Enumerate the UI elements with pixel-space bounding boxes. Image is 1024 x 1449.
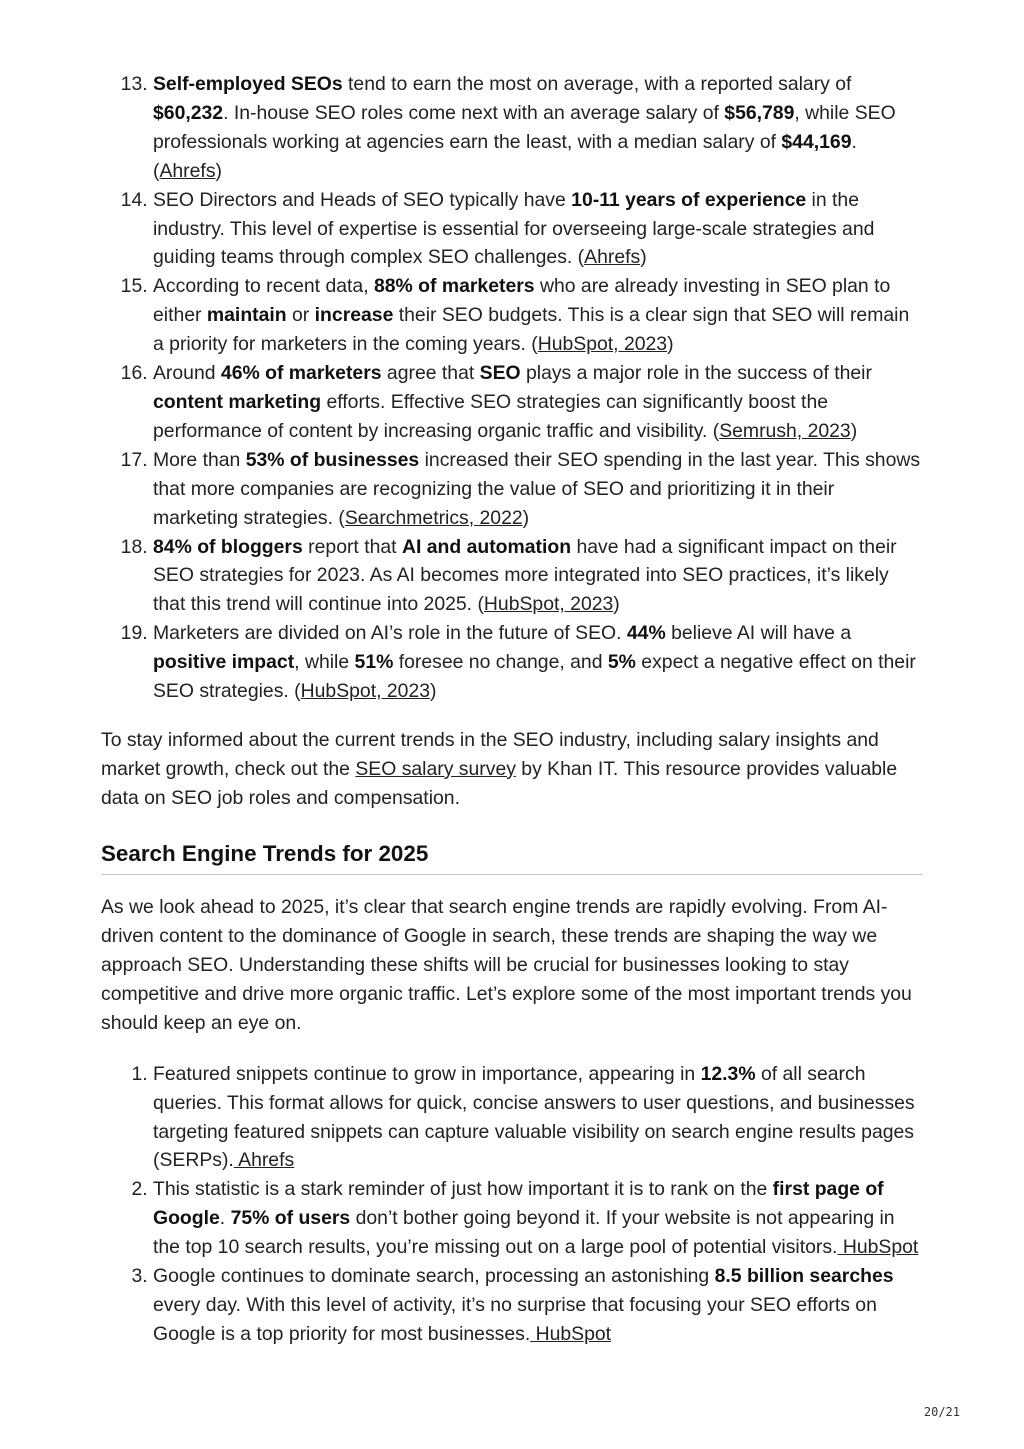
body-text: .	[219, 1207, 231, 1230]
citation-link[interactable]: Ahrefs	[584, 246, 641, 269]
citation-link[interactable]: SEO salary survey	[355, 757, 516, 780]
body-text: SEO Directors and Heads of SEO typically have	[153, 188, 572, 211]
body-text: tend to earn the most on average, with a reported salary of	[342, 73, 852, 95]
list-item	[153, 359, 923, 446]
citation-link[interactable]: Ahrefs	[159, 159, 216, 182]
bold-text: $60,232	[153, 101, 224, 124]
body-text: believe AI will have a	[665, 622, 852, 645]
bold-text: 75% of users	[230, 1207, 351, 1230]
citation-link[interactable]: Semrush, 2023	[719, 419, 851, 442]
body-text: , while SEO professionals working at agencies earn the least, with a median salary of	[153, 101, 896, 153]
body-text: in the industry. This level of expertise is essential for overseeing large-scale strategies and guiding teams through complex SEO challenges. (	[153, 188, 875, 269]
body-text: According to recent data,	[153, 275, 374, 298]
list-item	[153, 533, 923, 620]
citation-link[interactable]: HubSpot	[530, 1322, 612, 1345]
document-content	[101, 70, 923, 1349]
body-text: Featured snippets continue to grow in importance, appearing in	[153, 1062, 701, 1085]
search-trends-list	[101, 1060, 923, 1349]
list-item	[153, 186, 923, 273]
list-item	[153, 446, 923, 533]
seo-stats-list	[101, 70, 923, 706]
bold-text: maintain	[206, 304, 287, 327]
body-text: , while	[294, 651, 355, 674]
body-text: )	[613, 593, 620, 616]
bold-text: first page of Google	[153, 1178, 884, 1230]
citation-link[interactable]: HubSpot, 2023	[537, 333, 668, 356]
bold-text: 46% of marketers	[220, 362, 382, 385]
body-text: )	[430, 680, 437, 703]
body-text: . (	[153, 130, 857, 182]
body-text: expect a negative effect on their SEO strategies. (	[153, 651, 916, 703]
list-item	[153, 619, 923, 706]
citation-link[interactable]: Ahrefs	[233, 1149, 295, 1172]
bold-text: AI and automation	[401, 535, 572, 558]
bold-text: positive impact	[153, 651, 295, 674]
bold-text: 84% of bloggers	[153, 535, 303, 558]
body-text: )	[667, 333, 674, 356]
body-text: )	[850, 419, 858, 442]
section-intro-paragraph: As we look ahead to 2025, it’s clear that search engine trends are rapidly evolving. From AI-driven content to the dominance of Google in search, these trends are shaping the way we approach SEO. Understanding these shifts will be crucial for businesses looking to stay competitive and drive more organic traffic. Let’s explore some of the most important trends you should keep an eye on.	[101, 896, 912, 1034]
body-text: of all search queries. This format allows for quick, concise answers to user questions, and businesses targeting featured snippets can capture valuable visibility on search engine results pages (SERPs).	[153, 1062, 915, 1172]
bold-text: content marketing	[153, 390, 322, 413]
bold-text: 51%	[354, 651, 394, 674]
body-text: )	[215, 159, 222, 182]
body-text: who are already investing in SEO plan to either	[153, 275, 891, 327]
body-text: efforts. Effective SEO strategies can significantly boost the performance of content by increasing organic traffic and visibility. (	[153, 390, 829, 442]
body-text: Google continues to dominate search, processing an astonishing	[153, 1265, 715, 1288]
body-text: their SEO budgets. This is a clear sign that SEO will remain a priority for marketers in the coming years. (	[153, 304, 910, 356]
citation-link[interactable]: HubSpot, 2023	[483, 593, 614, 616]
bold-text: Self-employed SEOs	[153, 73, 343, 95]
bold-text: 12.3%	[700, 1062, 756, 1085]
bold-text: 53% of businesses	[245, 448, 420, 471]
citation-link[interactable]: Searchmetrics, 2022	[344, 506, 523, 529]
list-item	[153, 70, 923, 186]
body-text: Marketers are divided on AI’s role in the future of SEO.	[153, 622, 627, 645]
citation-link[interactable]: HubSpot, 2023	[300, 680, 431, 703]
body-text: plays a major role in the success of their	[520, 362, 872, 385]
body-text: . In-house SEO roles come next with an average salary of	[223, 101, 725, 124]
bold-text: 44%	[626, 622, 666, 645]
body-text: report that	[302, 535, 402, 558]
body-text: don’t bother going beyond it. If your website is not appearing in the top 10 search results, you’re missing out on a large pool of potential visitors.	[153, 1207, 895, 1259]
bold-text: SEO	[479, 362, 521, 385]
bold-text: $56,789	[724, 101, 795, 124]
body-text: This statistic is a stark reminder of just how important it is to rank on the	[153, 1178, 773, 1201]
citation-link[interactable]: HubSpot	[837, 1236, 919, 1259]
bold-text: $44,169	[781, 130, 852, 153]
salary-survey-paragraph	[101, 726, 923, 813]
body-text: or	[286, 304, 315, 327]
body-text: Around	[153, 362, 221, 385]
bold-text: 10-11 years of experience	[571, 188, 807, 211]
list-item	[153, 272, 923, 359]
bold-text: 88% of marketers	[373, 275, 535, 298]
body-text: )	[522, 506, 530, 529]
section-heading: Search Engine Trends for 2025	[101, 840, 923, 875]
body-text: by Khan IT. This resource provides valuable data on SEO job roles and compensation.	[101, 757, 898, 809]
list-item	[153, 1060, 923, 1176]
body-text: every day. With this level of activity, it’s no surprise that focusing your SEO efforts on Google is a top priority for most businesses.	[153, 1294, 877, 1345]
body-text: foresee no change, and	[393, 651, 608, 674]
body-text: To stay informed about the current trends in the SEO industry, including salary insights and market growth, check out the	[101, 728, 879, 780]
bold-text: increase	[314, 304, 394, 327]
page-number: 20/21	[923, 1405, 960, 1419]
body-text: More than	[153, 448, 246, 471]
body-text: )	[640, 246, 647, 269]
bold-text: 5%	[607, 651, 636, 674]
bold-text: 8.5 billion searches	[714, 1265, 894, 1288]
body-text: have had a significant impact on their SEO strategies for 2023. As AI becomes more integrated into SEO practices, it’s likely that this trend will continue into 2025. (	[153, 535, 897, 616]
body-text: agree that	[381, 362, 480, 385]
list-item	[153, 1175, 923, 1262]
body-text: increased their SEO spending in the last year. This shows that more companies are recognizing the value of SEO and prioritizing it in their marketing strategies. (	[153, 448, 921, 529]
list-item	[153, 1262, 923, 1349]
